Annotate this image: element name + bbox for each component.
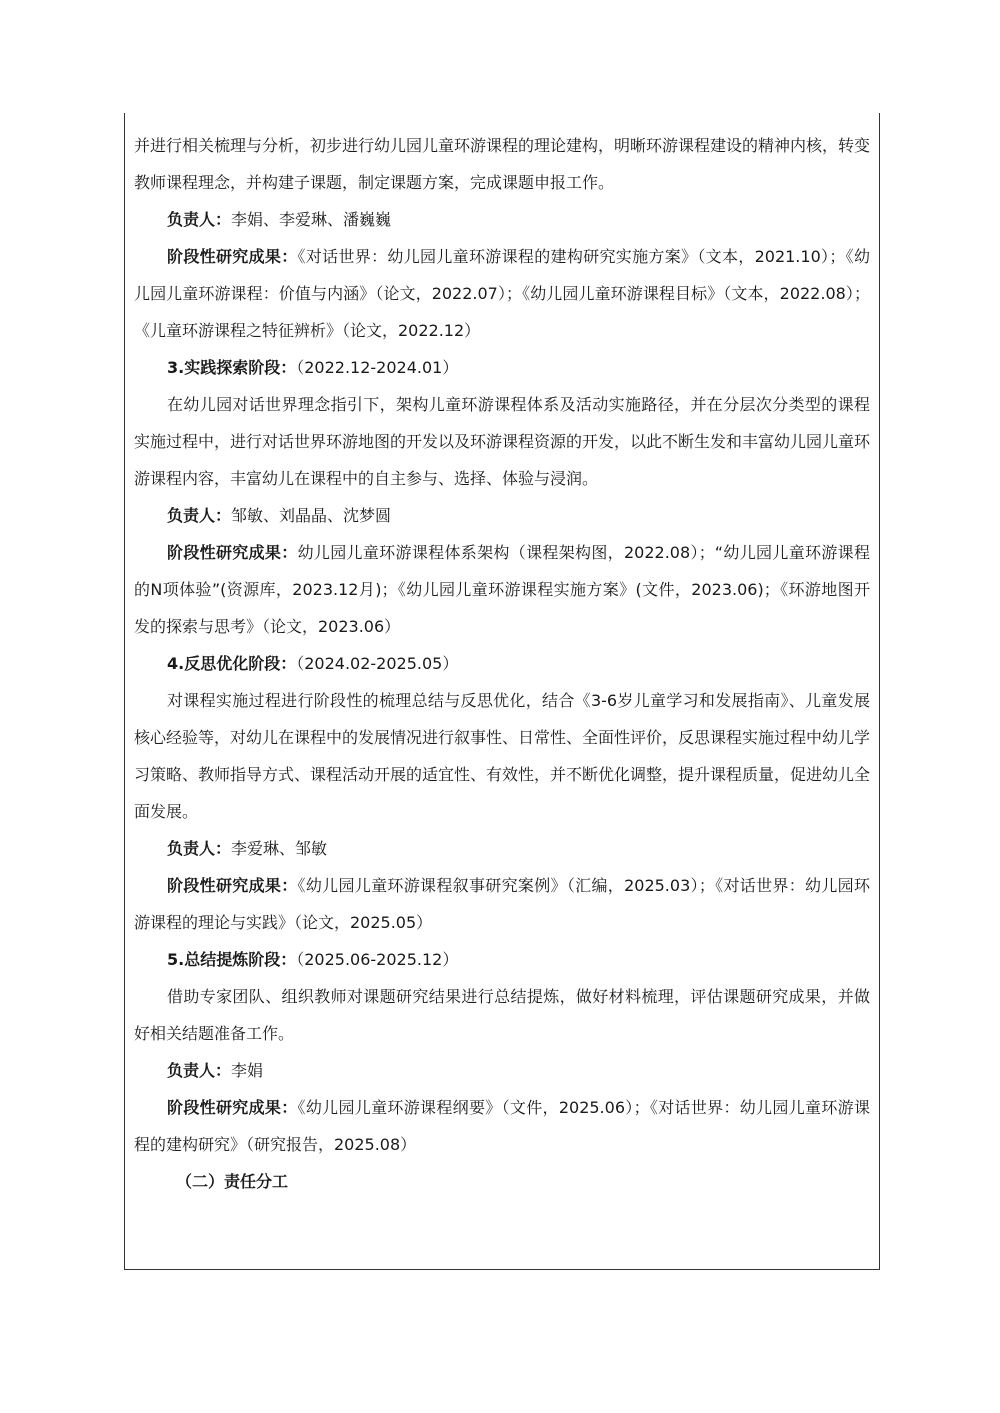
stage4-period: （2024.02-2025.05） [296, 654, 459, 673]
stage2-outcome [134, 238, 870, 349]
stage5-period: （2025.06-2025.12） [296, 950, 459, 969]
stage4-leader-names: 李爱琳、邹敏 [231, 839, 328, 858]
stage4-leader [134, 830, 870, 867]
stage5-leader-names: 李娟 [231, 1061, 264, 1080]
leader-label: 负责人： [167, 210, 232, 229]
section-heading-responsibility: （二）责任分工 [176, 1172, 289, 1191]
stage5-leader [134, 1052, 870, 1089]
stage3-title: 3.实践探索阶段： [167, 358, 297, 377]
stage3-heading [134, 349, 870, 386]
stage2-outcome-text: 《对话世界：幼儿园儿童环游课程的建构研究实施方案》（文本，2021.10）；《幼儿园儿童环游课程：价值与内涵》（论文，2022.07）；《幼儿园儿童环游课程目标》（文本，2022.08）；《儿童环游课程之特征辨析》（论文，2022.12） [134, 247, 870, 340]
stage3-description: 在幼儿园对话世界理念指引下，架构儿童环游课程体系及活动实施路径，并在分层次分类型的课程实施过程中，进行对话世界环游地图的开发以及环游课程资源的开发，以此不断生发和丰富幼儿园儿童环游课程内容，丰富幼儿在课程中的自主参与、选择、体验与浸润。 [134, 395, 871, 488]
stage4-description: 对课程实施过程进行阶段性的梳理总结与反思优化，结合《3-6岁儿童学习和发展指南》、儿童发展核心经验等，对幼儿在课程中的发展情况进行叙事性、日常性、全面性评价，反思课程实施过程中幼儿学习策略、教师指导方式、课程活动开展的适宜性、有效性，并不断优化调整，提升课程质量，促进幼儿全面发展。 [134, 691, 871, 821]
stage5-description: 借助专家团队、组织教师对课题研究结果进行总结提炼，做好材料梳理，评估课题研究成果，并做好相关结题准备工作。 [134, 987, 870, 1043]
stage5-title: 5.总结提炼阶段： [167, 950, 297, 969]
intro-paragraph: 并进行相关梳理与分析，初步进行幼儿园儿童环游课程的理论建构，明晰环游课程建设的精神内核，转变教师课程理念，并构建子课题，制定课题方案，完成课题申报工作。 [134, 136, 871, 192]
stage2-leader [134, 201, 870, 238]
stage3-period: （2022.12-2024.01） [296, 358, 459, 377]
outcome-label: 阶段性研究成果： [167, 1098, 298, 1117]
outcome-label: 阶段性研究成果： [167, 543, 298, 562]
stage3-leader [134, 497, 870, 534]
outcome-label: 阶段性研究成果： [167, 247, 298, 266]
leader-label: 负责人： [167, 839, 232, 858]
leader-label: 负责人： [167, 506, 232, 525]
stage4-outcome-text: 《幼儿园儿童环游课程叙事研究案例》（汇编，2025.03）；《对话世界：幼儿园环游课程的理论与实践》（论文，2025.05） [134, 876, 870, 932]
stage4-outcome [134, 867, 870, 941]
stage5-outcome-text: 《幼儿园儿童环游课程纲要》（文件，2025.06）；《对话世界：幼儿园儿童环游课程的建构研究》（研究报告，2025.08） [134, 1098, 870, 1154]
stage5-heading [134, 941, 870, 978]
stage4-title: 4.反思优化阶段： [167, 654, 297, 673]
stage3-outcome-text: 幼儿园儿童环游课程体系架构（课程架构图，2022.08）；“幼儿园儿童环游课程的N项体验”(资源库，2023.12月)；《幼儿园儿童环游课程实施方案》(文件，2023.06)；《环游地图开发的探索与思考》（论文，2023.06） [134, 543, 870, 636]
stage3-leader-names: 邹敏、刘晶晶、沈梦圆 [231, 506, 392, 525]
stage2-leader-names: 李娟、李爱琳、潘巍巍 [231, 210, 392, 229]
outcome-label: 阶段性研究成果： [167, 876, 298, 895]
stage5-outcome [134, 1089, 870, 1163]
document-body [134, 127, 870, 1200]
stage3-outcome [134, 534, 870, 645]
stage4-heading [134, 645, 870, 682]
leader-label: 负责人： [167, 1061, 232, 1080]
